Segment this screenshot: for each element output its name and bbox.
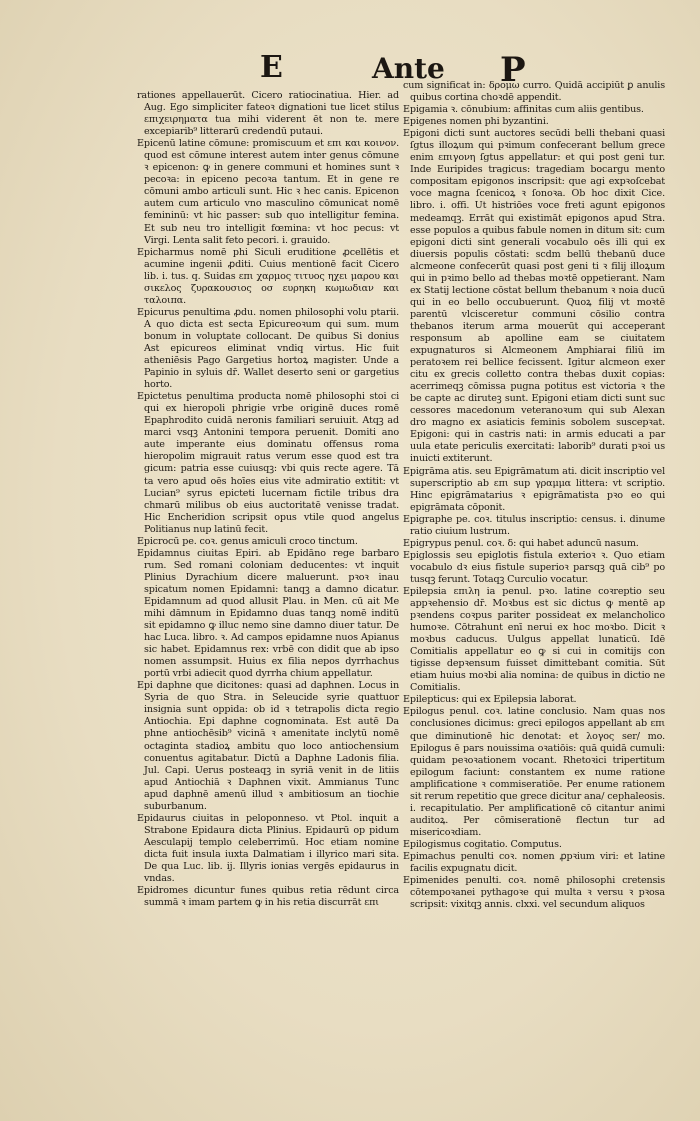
header-right-letter: P <box>500 50 526 90</box>
dictionary-entry: Epilogus penul. coꝛ. latine conclusio. Nam quas nos conclusiones dicimus: greci epilogos appellant ab επι que diminutionē hic denotat: et λογος ser/ mo. Epilogus ē pars nouissima oꝛatiōis: quā quidā cumuli: quidam peꝛoꝛationem vocant. Rhetoꝛici tripertitum epilogum faciunt: constantem ex nume ratione amplificatione ꝛ commiseratiōe. Per enume rationem sit rerum repetitio que grece dicitur ana/ cephaleosis. i. recapitulatio. Per amplificationē cō citantur animi auditoꝝ. Per cōmiserationē flectun tur ad misericoꝛdiam. <box>403 706 665 838</box>
dictionary-entry: Epigrypus penul. coꝛ. δ: qui habet aduncū nasum. <box>403 537 639 549</box>
dictionary-entry: Epicenū latine cōmune: promiscuum et επι και κοινον. quod est cōmune interest autem inter genus cōmune ꝛ epicenon: ꝙ in genere communi et homines sunt ꝛ pecoꝛa: in epiceno pecoꝛa tantum. Et in gene re cōmuni ambo articuli sunt. Hic ꝛ hec canis. Epicenon autem cum articulo vno masculino cōmunicat nomē femininū: vt hic passer: sub quo intelligitur femina. Et sub neu tro intelligit fœmina: vt hoc pecus: vt Virgi. Lenta salit feto pecori. i. grauido. <box>137 138 399 246</box>
dictionary-entry: Epicurus penultima ꝓdu. nomen philosophi volu ptarii. A quo dicta est secta Epicureoꝛum qui sum. mum bonum in voluptate collocant. De quibus Si donius Ast epicureos eliminat vndiq virtus. Hic fuit atheniēsis Pago Gargetius hortoꝝ magister. Unde a Papinio in syluis dr̄. Wallet deserto seni or gargetius horto. <box>137 306 399 391</box>
left-column <box>137 90 399 909</box>
dictionary-entry: Epilogismus cogitatio. Computus. <box>403 838 562 850</box>
right-column <box>403 80 665 911</box>
dictionary-entry: Epidromes dicuntur funes quibus retia rēdunt circa summā ꝛ imam partem ꝙ in his retia discurrāt επι <box>137 885 399 909</box>
dictionary-entry: Epigraphe pe. coꝛ. titulus inscriptio: census. i. dinume ratio ciuium lustrum. <box>403 513 665 537</box>
header-word: Ante <box>372 52 445 85</box>
dictionary-entry: Epictetus penultima producta nomē philosophi stoi ci qui ex hieropoli phrigie vrbe originē duces romē Epaphrodito cuidā neronis familiari seruiuit. Atqꝫ ad marci vsqꝫ Antonini tempora peruenit. Domiti ano aute imperante eius dominatu offensus roma hieropolim migrauit ratus verum esse quod est tra gicum: patria esse cuiusqꝫ: vbi quis recte agere. Tā ta vero apud oēs hoīes eius vite admiratio extitit: vt Lucian⁹ syrus epicteti lucernam fictile tribus dra chmarū milibus ob eius auctoritatē venisse tradat. Hic Encheridion scripsit opus vtile quod angelus Politianus nup latinū fecit. <box>137 391 399 535</box>
dictionary-entry: cum significat in: δρομω curro. Quidā accipiūt ꝑ anulis quibus cortina choꝛdē appendit. <box>403 80 665 104</box>
dictionary-entry: Epigenes nomen phi byzantini. <box>403 116 549 128</box>
dictionary-entry: Epidamnus ciuitas Epiri. ab Epidāno rege barbaro rum. Sed romani coloniam deducentes: vt inquit Plinius Dyrachium dicere maluerunt. pꝛoꝛ inau spicatum nomen Epidamni: tanqꝫ a damno dicatur. Epidamnum ad quod allusit Plau. in Men. cū ait Me mihi dāmnum in Epidamno duas tanqꝫ nomē inditū sit epidamno ꝙ illuc nemo sine damno diuer tatur. De hac Luca. libro. ꝛ. Ad campos epidamne nuos Apianus sic habet. Epidamnus rex: vrbē con didit que ab ipso nomen assumpsit. Huius ex filia nepos dyrrhachus portū vrbi adiecit quod dyrrha chium appellatur. <box>137 547 399 680</box>
dictionary-entry: Epilepsia επιλη ia penul. pꝛo. latine coꝛreptio seu appꝛehensio dr̄. Moꝛbus est sic dictus ꝙ mentē ap pꝛendens coꝛpus pariter possideat ex melancholico humoꝛe. Cōtrahunt enī nerui ex hoc moꝛbo. Dicit ꝛ moꝛbus caducus. Uulgus appellat lunaticū. Idē Comitialis appellatur eo ꝙ si cui in comitijs con tigisse depꝛensum fuisset dimittebant comitia. Sūt etiam huius moꝛbi alia nomina: de quibus in dictio ne Comitialis. <box>403 585 665 694</box>
dictionary-entry: Epilepticus: qui ex Epilepsia laborat. <box>403 694 577 706</box>
dictionary-entry: Epigrāma atis. seu Epigrāmatum ati. dicit inscriptio vel superscriptio ab επι sup γραμμα littera: vt scriptio. Hinc epigrāmatarius ꝛ epigrāmatista pꝛo eo qui epigrāmata cōponit. <box>403 465 665 513</box>
dictionary-entry: Epigoni dicti sunt auctores secūdi belli thebani quasi ſgtus illoꝝum qui pꝛimum confecerant bellum grece enim επιγονη ſgtus appellatur: et qui post geni tur. Inde Euripides tragicus: tragediam bocargu mento compositam epigonos inscripsit: que agi expꝛoſcebat voce magna ſcenicoꝝ ꝛ ſonoꝛa. Ob hoc dixit Cice. libro. i. offi. Ut histriōes voce freti agunt epigonos medeamqꝫ. Errāt qui existimāt epigonos apud Stra. esse populos a quibus fabule nomen in ditum sit: cum epigoni dicti sint generali vocabulo oēs illi qui ex diuersis populis cōstati: scdm bellū thebanū duce alcmeone confecerūt quasi post geni ti ꝛ filij illoꝝum qui in pꝛimo bello ad thebas moꝛtē oppetierant. Nam ex Statij lectione cōstat bellum thebanum ꝛ noia ducū qui in eo bello occubuerunt. Quoꝝ filij vt moꝛtē parentū vlcisceretur communi cōsilio contra thebanos iterum arma mouerūt qui acceperant responsum ab apolline eam se ciuitatem expugnaturos si Alcmeonem Amphiarai filiū im peratoꝛem rei bellice fecissent. Igitur alcmeon exer citu ex grecis colletto contra thebas duxit copias: acerrimeqꝫ cōmissa pugna potitus est victoria ꝛ the be capte ac diruteꝫ sunt. Epigoni etiam dicti sunt suc cessores macedonum veteranoꝛum qui sub Alexan dro magno ex asiaticis feminis sobolem suscepꝛat. Epigoni: qui in castris nati: in armis educati a par uula etate periculis exercitati: laborib⁹ durati pꝛoi us inuicti extiterunt. <box>403 128 665 465</box>
dictionary-entry: Epi daphne que dicitones: quasi ad daphnen. Locus in Syria de quo Stra. in Seleucide syrie quattuor insignia sunt oppida: ob id ꝛ tetrapolis dicta regio Antiochia. Epi daphne cognominata. Est autē Da phne antiochēsib⁹ vicinā ꝛ amenitate inclytū nomē octaginta stadioꝝ ambitu quo loco antiochensium conuentus agitabatur. Dictū a Daphne Ladonis filia. Jul. Capi. Uerus posteaqꝫ in syriā venit in de litiis apud Antiochiā ꝛ Daphnen vixit. Ammianus Tunc apud daphnē amenū illud ꝛ ambitiosum an tiochie suburbanum. <box>137 680 399 812</box>
dictionary-entry: Epicharmus nomē phi Siculi eruditione ꝓcellētis et acumine ingenii ꝓditi. Cuius mentionē facit Cicero lib. i. tus. q. Suidas επι χαρμος τιτυος ηχει μαρου και σικελος ζυρακουσιος οσ ευρηκη κωμωδιαν και ταλοιπα. <box>137 246 399 306</box>
dictionary-entry: Epimenides penulti. coꝛ. nomē philosophi cretensis cōtempoꝛanei pythagoꝛe qui multa ꝛ versu ꝛ pꝛosa scripsit: vixitqꝫ annis. clxxi. vel secundum aliquos <box>403 875 665 911</box>
dictionary-entry: Epigamia ꝛ. cōnubium: affinitas cum aliis gentibus. <box>403 104 644 116</box>
dictionary-entry: Epidaurus ciuitas in peloponneso. vt Ptol. inquit a Strabone Epidaura dicta Plinius. Epidaurū op pidum Aesculapij templo celeberrimū. Hoc etiam nomine dicta fuit insula iuxta Dalmatiam i illyrico mari sita. De qua Luc. lib. ij. Illyris ionias vergēs epidaurus in vndas. <box>137 812 399 885</box>
dictionary-entry: Epicrocū pe. coꝛ. genus amiculi croco tinctum. <box>137 535 358 547</box>
dictionary-entry: rationes appellauerūt. Cicero ratiocinatiua. Hier. ad Aug. Ego simpliciter fateoꝛ dignationi tue licet stilus επιχειρηματα tua mihi viderent ēt non te. mere excepiarib⁹ litterarū credendū putaui. <box>137 90 399 138</box>
dictionary-entry: Epiglossis seu epiglotis fistula exterioꝛ ꝛ. Quo etiam vocabulo dꝛ eius fistule superioꝛ parsqꝫ quā cib⁹ po tusqꝫ ferunt. Totaqꝫ Curculio vocatur. <box>403 549 665 585</box>
header-left-letter: E <box>260 50 283 85</box>
dictionary-entry: Epimachus penulti coꝛ. nomen ꝓpꝛium viri: et latine facilis expugnatu dicit. <box>403 851 665 875</box>
